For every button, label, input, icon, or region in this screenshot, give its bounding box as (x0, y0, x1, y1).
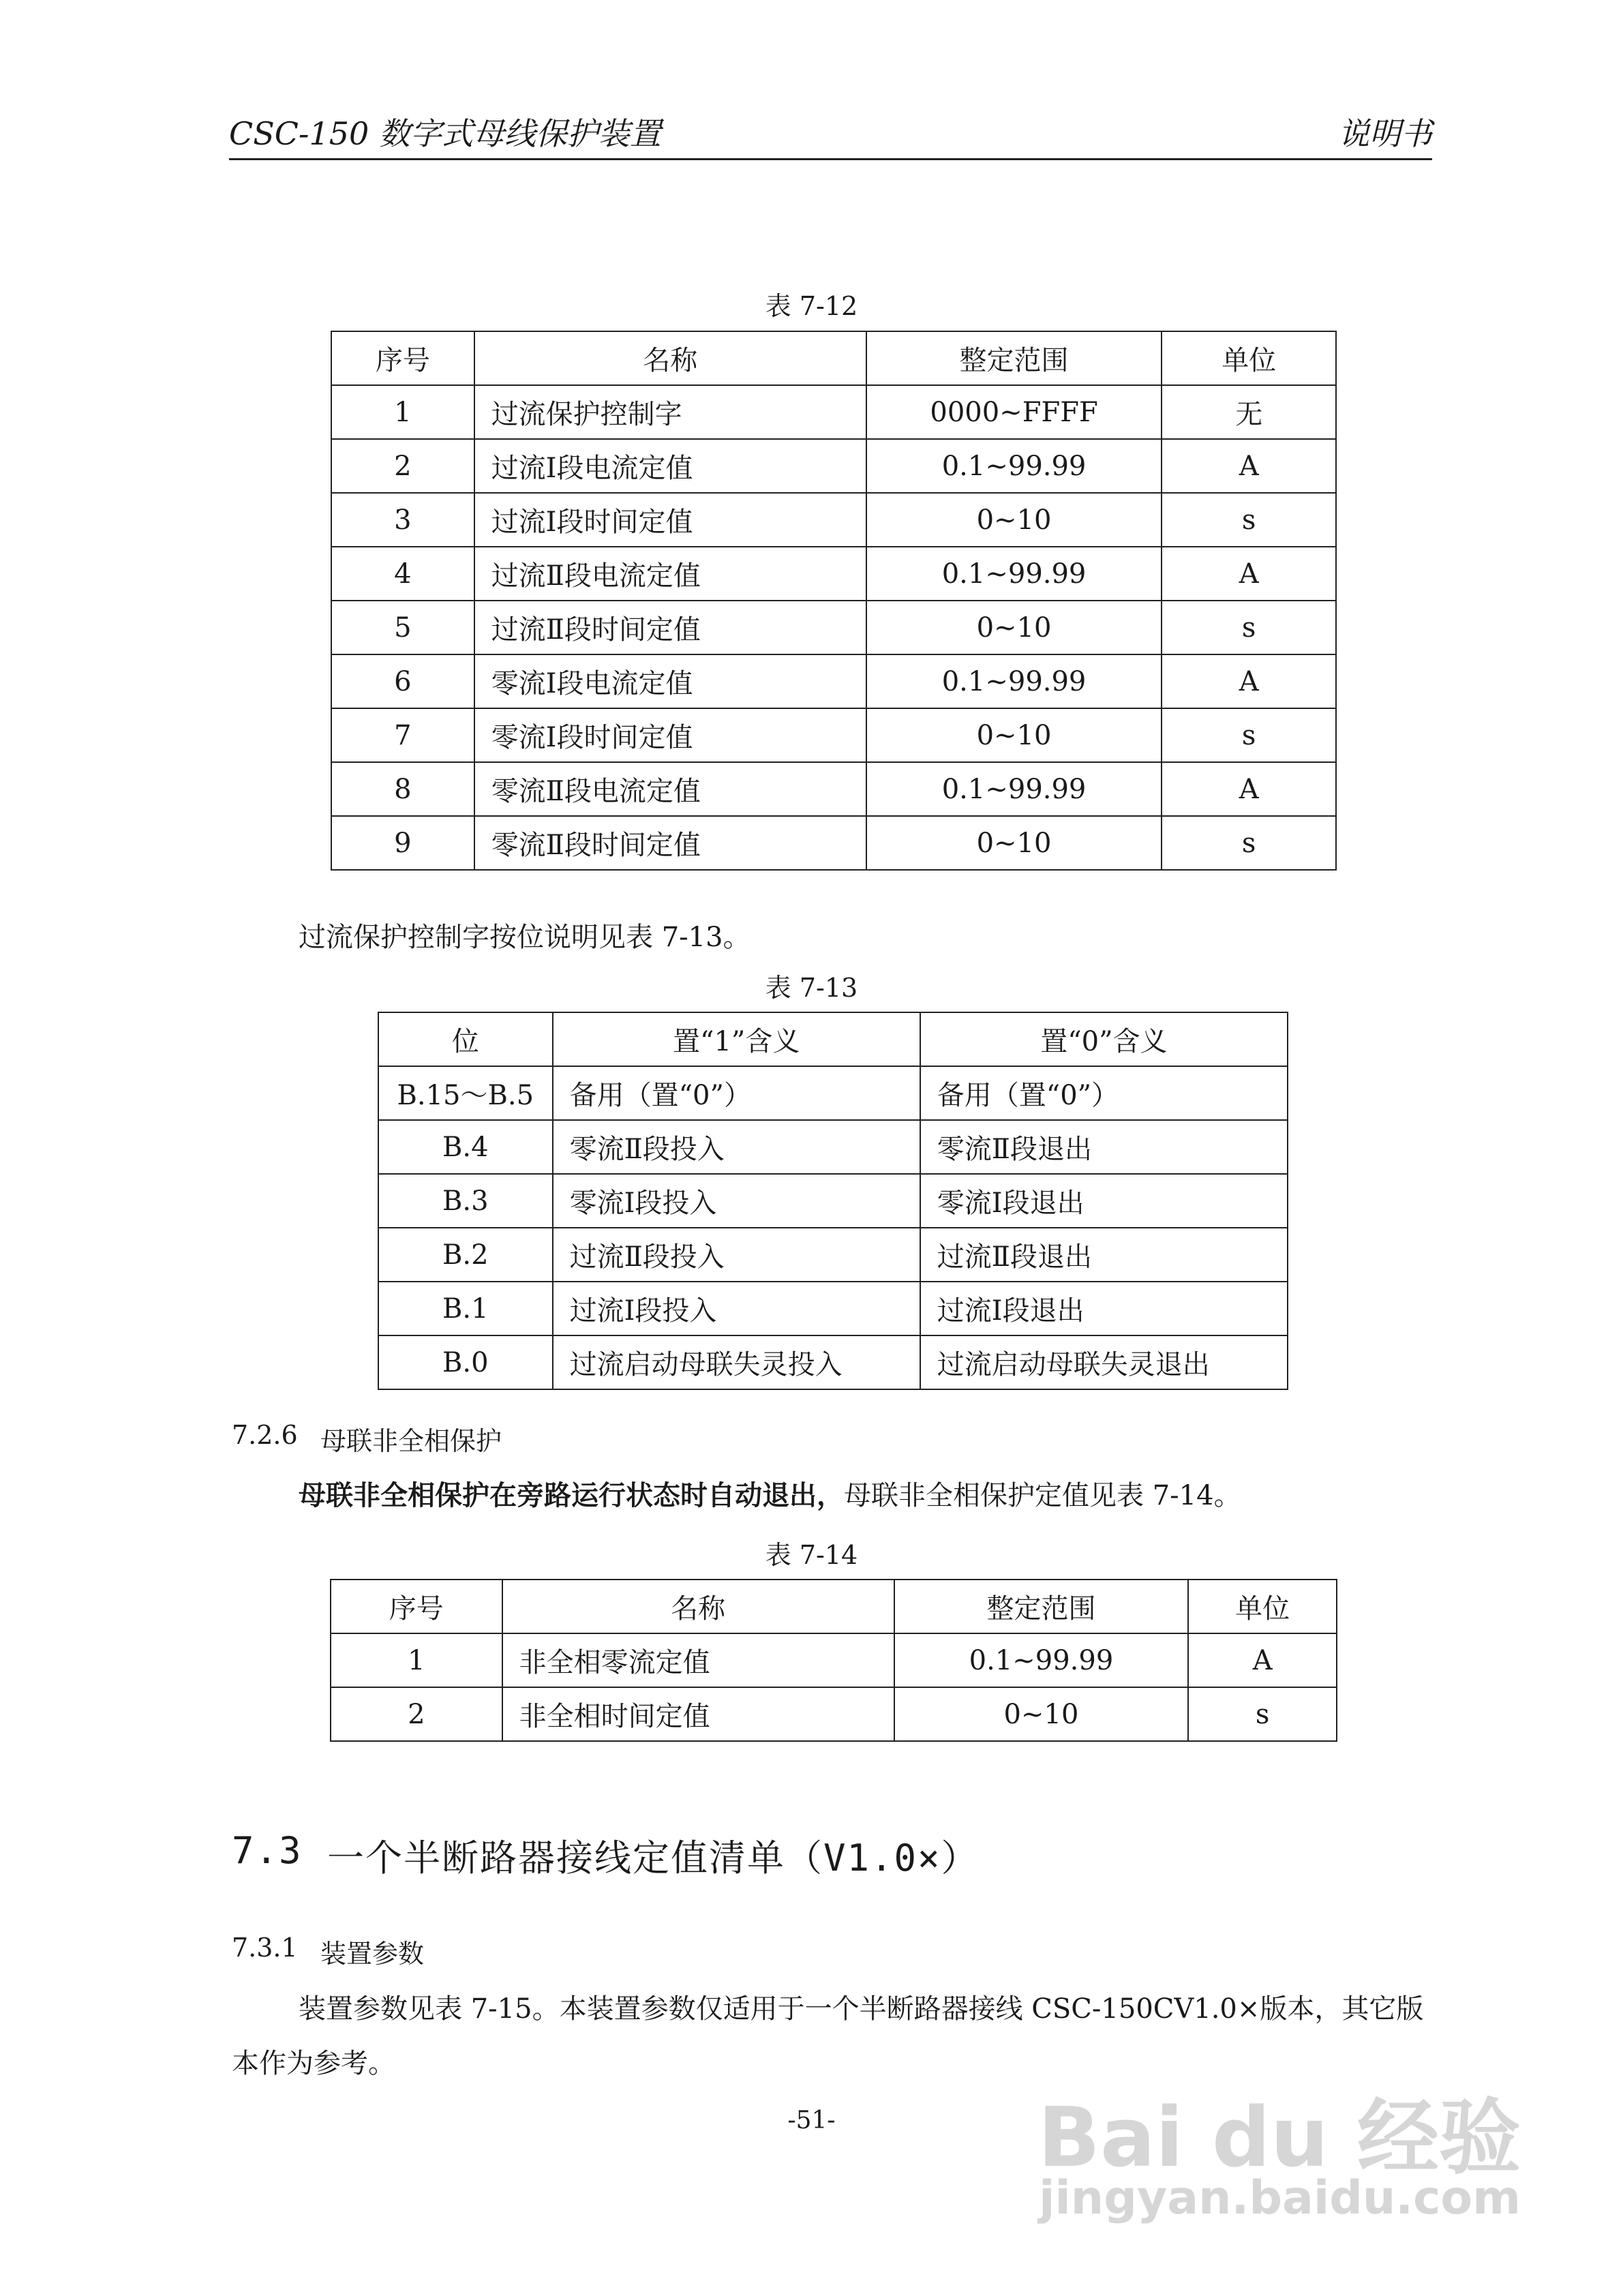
page-number: -51- (787, 2106, 836, 2134)
table-cell: 过流Ⅰ段退出 (920, 1282, 1288, 1335)
table-cell: 过流Ⅱ段时间定值 (474, 601, 866, 654)
table-7-13-note: 过流保护控制字按位说明见表 7-13。 (299, 922, 750, 953)
paragraph-bold-text: 母联非全相保护在旁路运行状态时自动退出， (299, 1479, 844, 1511)
column-header: 名称 (474, 331, 866, 385)
table-cell: 0~10 (894, 1687, 1189, 1741)
table-cell: 0.1~99.99 (866, 439, 1162, 493)
table-cell: B.15～B.5 (378, 1066, 553, 1120)
column-header: 整定范围 (866, 331, 1162, 385)
table-cell: s (1162, 816, 1336, 870)
table-cell: 0.1~99.99 (866, 762, 1162, 816)
header-title: CSC-150 数字式母线保护装置 (229, 115, 661, 152)
table-row (378, 1282, 1288, 1335)
table-7-12 (331, 331, 1337, 871)
column-header: 整定范围 (894, 1580, 1189, 1633)
watermark-logo: Bai du 经验 (1037, 2091, 1521, 2186)
header-doc-type: 说明书 (1338, 115, 1432, 152)
table-row (331, 493, 1336, 547)
table-7-14 (330, 1579, 1337, 1742)
section-7-2-6-title: 母联非全相保护 (320, 1426, 502, 1456)
table-cell: A (1162, 762, 1336, 816)
table-cell: 零流Ⅱ段退出 (920, 1120, 1288, 1174)
table-cell: 2 (331, 1687, 502, 1741)
table-cell: 8 (331, 762, 474, 816)
section-7-3-1-paragraph-line2: 本作为参考。 (232, 2048, 395, 2079)
column-header: 位 (378, 1012, 553, 1066)
table-cell: 零流Ⅱ段时间定值 (474, 816, 866, 870)
table-row (378, 1120, 1288, 1174)
table-7-12-caption: 表 7-12 (765, 291, 858, 321)
table-row (378, 1335, 1288, 1389)
section-7-3-1-title: 装置参数 (320, 1939, 425, 1969)
table-cell: 非全相零流定值 (502, 1633, 894, 1687)
table-cell: s (1162, 493, 1336, 547)
table-cell: 过流Ⅱ段投入 (553, 1228, 920, 1282)
table-row (331, 654, 1336, 708)
section-7-2-6-paragraph (299, 1474, 1241, 1513)
table-cell: 备用（置“0”） (553, 1066, 920, 1120)
table-7-13-caption: 表 7-13 (765, 973, 858, 1003)
section-7-3-1-paragraph-line1: 装置参数见表 7-15。本装置参数仅适用于一个半断路器接线 CSC-150CV1.0×版本，其它版 (299, 1993, 1424, 2025)
table-cell: 1 (331, 1633, 502, 1687)
table-row (331, 762, 1336, 816)
table-cell: B.0 (378, 1335, 553, 1389)
table-cell: 过流Ⅰ段时间定值 (474, 493, 866, 547)
table-cell: 0~10 (866, 493, 1162, 547)
table-cell: 过流Ⅱ段退出 (920, 1228, 1288, 1282)
table-cell: A (1188, 1633, 1337, 1687)
table-cell: 1 (331, 385, 474, 439)
table-row (331, 708, 1336, 762)
table-cell: 零流Ⅰ段电流定值 (474, 654, 866, 708)
paragraph-text: 母联非全相保护定值见表 7-14。 (844, 1480, 1241, 1511)
table-cell: 过流Ⅰ段电流定值 (474, 439, 866, 493)
table-row (331, 601, 1336, 654)
watermark-url: jingyan.baidu.com (1039, 2171, 1521, 2225)
table-cell: 0.1~99.99 (866, 547, 1162, 601)
table-cell: 过流Ⅱ段电流定值 (474, 547, 866, 601)
table-cell: 2 (331, 439, 474, 493)
table-cell: s (1162, 601, 1336, 654)
table-header-row (331, 331, 1336, 385)
table-cell: 3 (331, 493, 474, 547)
column-header: 名称 (502, 1580, 894, 1633)
column-header: 序号 (331, 1580, 502, 1633)
table-cell: 4 (331, 547, 474, 601)
table-7-14-caption: 表 7-14 (765, 1540, 858, 1570)
table-cell: s (1162, 708, 1336, 762)
table-cell: A (1162, 439, 1336, 493)
table-row (331, 1687, 1337, 1741)
table-cell: B.3 (378, 1174, 553, 1228)
section-7-3-title: 一个半断路器接线定值清单（V1.0×） (327, 1837, 980, 1879)
section-7-3-number: 7.3 (232, 1829, 303, 1872)
table-cell: 零流Ⅱ段投入 (553, 1120, 920, 1174)
table-cell: 5 (331, 601, 474, 654)
table-cell: 0.1~99.99 (894, 1633, 1189, 1687)
table-row (331, 385, 1336, 439)
table-cell: 6 (331, 654, 474, 708)
section-7-3-1-number: 7.3.1 (232, 1933, 298, 1963)
table-cell: 零流Ⅰ段退出 (920, 1174, 1288, 1228)
table-row (378, 1228, 1288, 1282)
table-cell: 0~10 (866, 708, 1162, 762)
column-header: 单位 (1162, 331, 1336, 385)
table-cell: 0~10 (866, 816, 1162, 870)
table-row (331, 439, 1336, 493)
table-cell: 零流Ⅱ段电流定值 (474, 762, 866, 816)
table-cell: s (1188, 1687, 1337, 1741)
table-cell: A (1162, 547, 1336, 601)
table-row (331, 816, 1336, 870)
table-cell: B.1 (378, 1282, 553, 1335)
table-row (331, 1633, 1337, 1687)
table-cell: 过流Ⅰ段投入 (553, 1282, 920, 1335)
table-cell: 无 (1162, 385, 1336, 439)
table-cell: 0.1~99.99 (866, 654, 1162, 708)
table-cell: 过流启动母联失灵投入 (553, 1335, 920, 1389)
table-cell: 0~10 (866, 601, 1162, 654)
column-header: 单位 (1188, 1580, 1337, 1633)
table-cell: 非全相时间定值 (502, 1687, 894, 1741)
table-header-row (378, 1012, 1288, 1066)
table-cell: 0000~FFFF (866, 385, 1162, 439)
table-cell: 零流Ⅰ段投入 (553, 1174, 920, 1228)
table-cell: 备用（置“0”） (920, 1066, 1288, 1120)
table-cell: 零流Ⅰ段时间定值 (474, 708, 866, 762)
column-header: 序号 (331, 331, 474, 385)
column-header: 置“0”含义 (920, 1012, 1288, 1066)
table-row (378, 1174, 1288, 1228)
table-cell: 9 (331, 816, 474, 870)
table-cell: B.4 (378, 1120, 553, 1174)
table-cell: 过流启动母联失灵退出 (920, 1335, 1288, 1389)
table-row (331, 547, 1336, 601)
table-header-row (331, 1580, 1337, 1633)
table-cell: 过流保护控制字 (474, 385, 866, 439)
table-cell: B.2 (378, 1228, 553, 1282)
table-7-13 (378, 1012, 1288, 1390)
header-rule (229, 158, 1432, 160)
table-cell: A (1162, 654, 1336, 708)
table-cell: 7 (331, 708, 474, 762)
section-7-2-6-number: 7.2.6 (232, 1420, 298, 1450)
table-row (378, 1066, 1288, 1120)
column-header: 置“1”含义 (553, 1012, 920, 1066)
